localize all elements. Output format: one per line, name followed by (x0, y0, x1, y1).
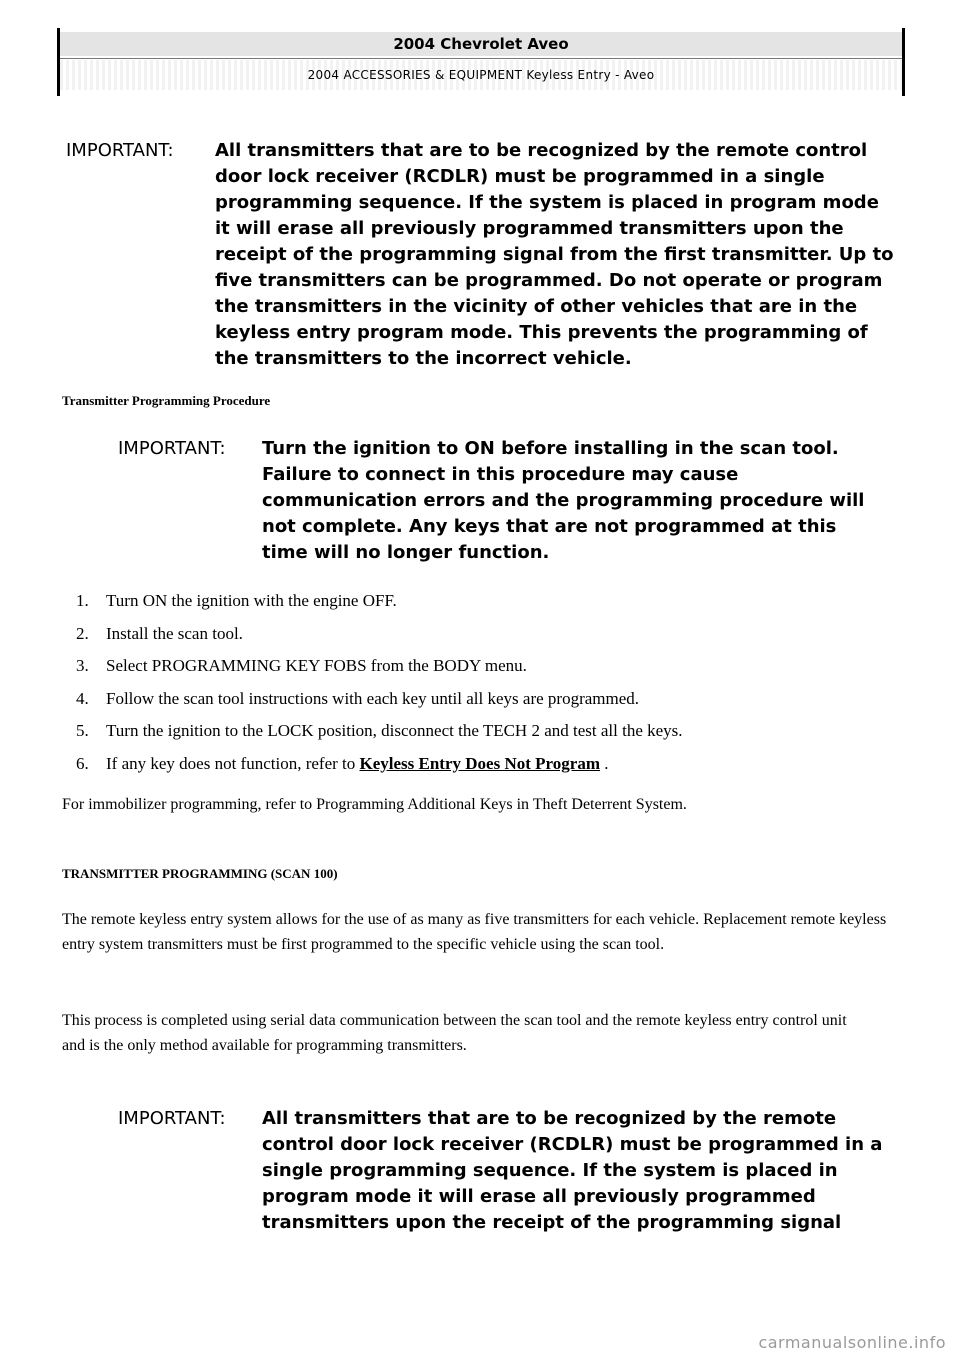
important-note-2 (118, 436, 898, 566)
section-heading-transmitter-programming: Transmitter Programming Procedure (62, 393, 271, 408)
step-text (106, 753, 608, 775)
important-label: IMPORTANT: (118, 438, 226, 459)
step-text: Select PROGRAMMING KEY FOBS from the BODY menu. (106, 656, 527, 675)
header-right-rule (902, 28, 905, 96)
step-text: Turn ON the ignition with the engine OFF. (106, 591, 397, 610)
paragraph-description: The remote keyless entry system allows for the use of as many as five transmitters for each vehicle. Replacement remote keyless entry system transmitters must be first programmed to the specific vehicle using the scan tool. (62, 911, 887, 953)
step-text: Follow the scan tool instructions with each key until all keys are programmed. (106, 688, 640, 708)
list-item (76, 753, 896, 786)
step-text-suffix: . (604, 753, 609, 773)
step-number: 2. (76, 623, 89, 643)
document-subtitle: 2004 ACCESSORIES & EQUIPMENT Keyless Entry - Aveo (60, 60, 902, 90)
list-item (76, 720, 896, 753)
important-text: Turn the ignition to ON before installing in the scan tool. Failure to connect in this procedure may cause communication errors and the programming procedure will not complete. Any keys that are not programmed at this time will no longer function. (262, 438, 865, 563)
immobilizer-note: For immobilizer programming, refer to Programming Additional Keys in Theft Deterrent System. (62, 796, 687, 813)
list-item (76, 655, 896, 688)
keyless-entry-does-not-program-link[interactable]: Keyless Entry Does Not Program (359, 753, 600, 773)
list-item (76, 688, 896, 721)
step-number: 4. (76, 688, 89, 708)
site-watermark: carmanualsonline.info (758, 1333, 946, 1352)
important-label: IMPORTANT: (66, 140, 174, 161)
step-text-lead: If any key does not function, refer to (106, 753, 356, 773)
step-number: 3. (76, 656, 89, 675)
important-note-3 (118, 1106, 898, 1236)
section-heading-scan-100: TRANSMITTER PROGRAMMING (SCAN 100) (62, 866, 338, 881)
step-number: 1. (76, 591, 89, 610)
step-number: 6. (76, 753, 89, 773)
document-title: 2004 Chevrolet Aveo (60, 32, 902, 56)
header-divider (60, 58, 902, 59)
paragraph-process: This process is completed using serial data communication between the scan tool and the remote keyless entry control unit and is the only method available for programming transmitters. (62, 1012, 847, 1054)
important-text: All transmitters that are to be recognized by the remote control door lock receiver (RCDLR) must be programmed in a single programming sequence. If the system is placed in program mode it will erase all previously programmed transmitters upon the receipt of the programming signal from the first transmitter. Up to five transmitters can be programmed. Do not operate or program the transmitters in the vicinity of other vehicles that are in the keyless entry program mode. This prevents the programming of the transmitters to the incorrect vehicle. (215, 140, 894, 369)
step-number: 5. (76, 721, 89, 740)
step-text: Turn the ignition to the LOCK position, disconnect the TECH 2 and test all the keys. (106, 721, 683, 740)
list-item (76, 590, 896, 623)
important-text: All transmitters that are to be recognized by the remote control door lock receiver (RCDLR) must be programmed in a single programming sequence. If the system is placed in program mode it will erase all previously programmed transmitters upon the receipt of the programming signal (262, 1108, 883, 1233)
important-label: IMPORTANT: (118, 1108, 226, 1129)
important-note-1 (66, 138, 906, 368)
step-text: Install the scan tool. (106, 623, 243, 643)
procedure-steps (76, 590, 896, 785)
list-item (76, 623, 896, 656)
